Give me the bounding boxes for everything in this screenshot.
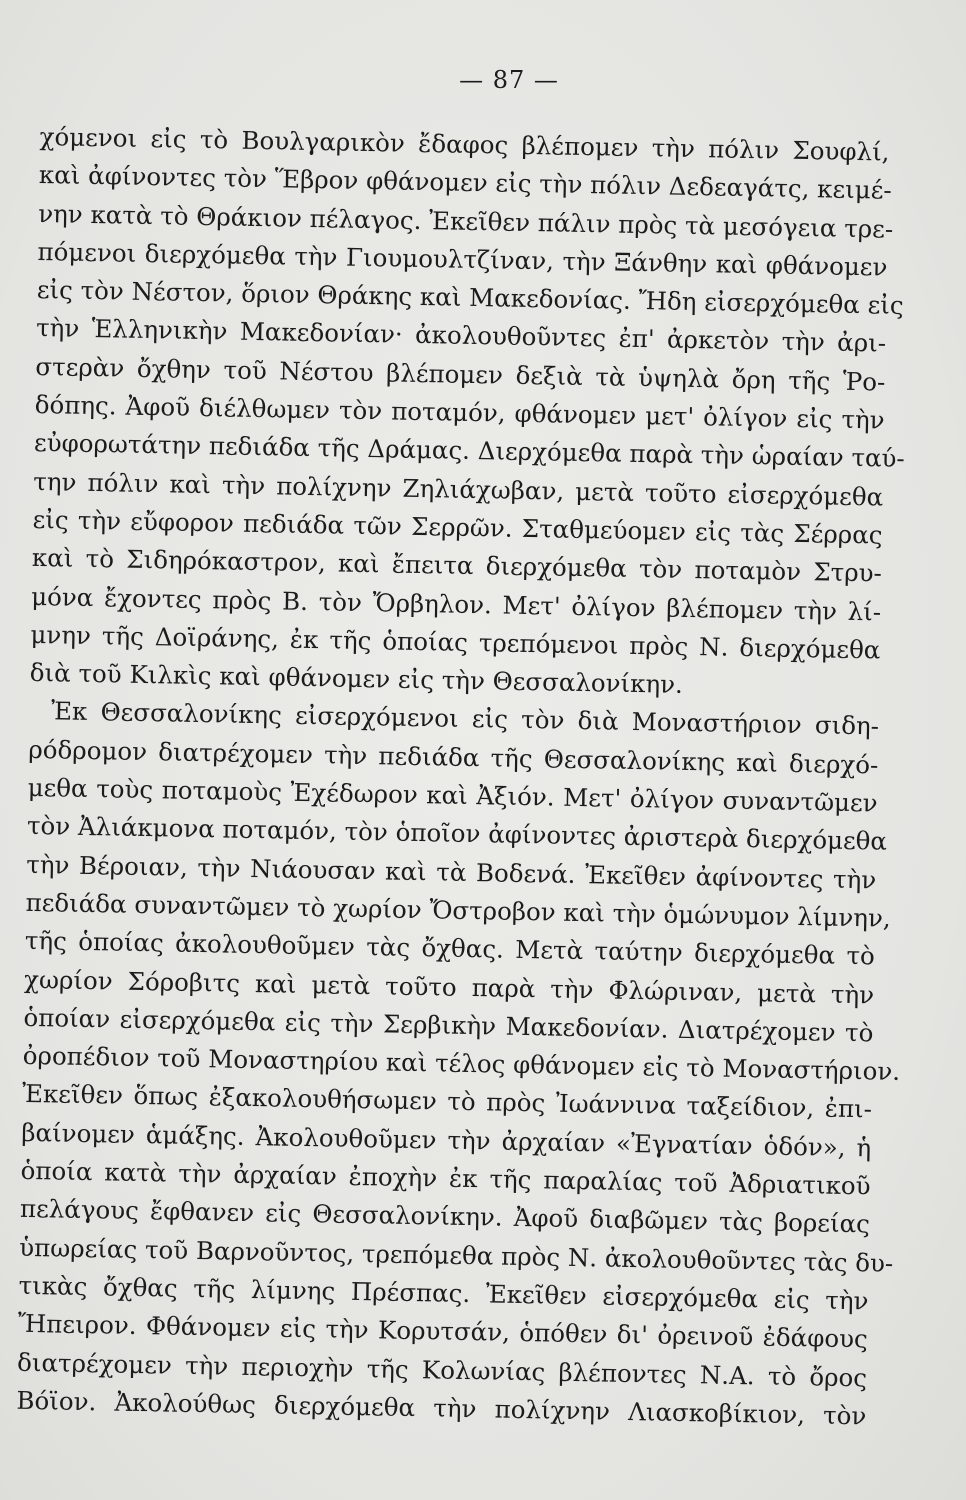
text-line: Βόϊον. Ἀκολούθως διερχόμεθα τὴν πολίχνην Λιασκοβίκιον, τὸν bbox=[16, 1385, 867, 1431]
text-line: Ἤπειρον. Φθάνομεν εἰς τὴν Κορυτσάν, ὁπόθεν δι' ὀρεινοῦ ἐδάφους bbox=[17, 1309, 869, 1354]
text-line: Ἐκεῖθεν ὅπως ἐξακολουθήσωμεν τὸ πρὸς Ἰωάννινα ταξείδιον, ἐπι- bbox=[21, 1079, 873, 1124]
text-line: ὁποίαν εἰσερχόμεθα εἰς τὴν Σερβικὴν Μακεδονίαν. Διατρέχομεν τὸ bbox=[23, 1002, 874, 1048]
body-text bbox=[16, 118, 905, 1435]
text-line: τὴν Ἑλληνικὴν Μακεδονίαν· ἀκολουθοῦντες ἐπ' ἀρκετὸν τὴν ἀρι- bbox=[35, 313, 887, 359]
text-line: μόνα ἔχοντες πρὸς Β. τὸν Ὄρβηλον. Μετ' ὀλίγον βλέπομεν τὴν λί- bbox=[30, 581, 882, 627]
text-line: πεδιάδα συναντῶμεν τὸ χωρίον Ὄστροβον καὶ τὴν ὁμώνυμον λίμνην, bbox=[25, 887, 891, 933]
page-number: — 87 — bbox=[459, 66, 559, 94]
text-line: ρόδρομον διατρέχομεν τὴν πεδιάδα τῆς Θεσσαλονίκης καὶ διερχό- bbox=[28, 734, 879, 780]
text-line: καὶ ἀφίνοντες τὸν Ἕβρον φθάνομεν εἰς τὴν πόλιν Δεδεαγάτς, κειμέ- bbox=[38, 160, 892, 205]
text-line: εὐφορωτάτην πεδιάδα τῆς Δράμας. Διερχόμεθα παρὰ τὴν ὡραίαν ταύ- bbox=[33, 428, 905, 474]
text-line: χόμενοι εἰς τὸ Βουλγαρικὸν ἔδαφος βλέπομεν τὴν πόλιν Σουφλί, bbox=[39, 121, 890, 167]
text-line: πόμενοι διερχόμεθα τὴν Γιουμουλτζίναν, τὴν Ξάνθην καὶ φθάνομεν bbox=[37, 236, 888, 282]
text-line: τὸν Ἀλιάκμονα ποταμόν, τὸν ὁποῖον ἀφίνοντες ἀριστερὰ διερχόμεθα bbox=[26, 811, 888, 856]
text-line: εἰς τὸν Νέστον, ὅριον Θράκης καὶ Μακεδονίας. Ἤδη εἰσερχόμεθα εἰς bbox=[36, 275, 904, 321]
text-line: ὑπωρείας τοῦ Βαρνοῦντος, τρεπόμεθα πρὸς Ν. ἀκολουθοῦντες τὰς δυ- bbox=[19, 1232, 894, 1278]
text-line: μνην τῆς Δοϊράνης, ἐκ τῆς ὁποίας τρεπόμενοι πρὸς Ν. διερχόμεθα bbox=[30, 619, 881, 665]
text-line: καὶ τὸ Σιδηρόκαστρον, καὶ ἔπειτα διερχόμεθα τὸν ποταμὸν Στρυ- bbox=[31, 543, 883, 588]
text-line: νην κατὰ τὸ Θράκιον πέλαγος. Ἐκεῖθεν πάλιν πρὸς τὰ μεσόγεια τρε- bbox=[37, 198, 894, 244]
text-line: τῆς ὁποίας ἀκολουθοῦμεν τὰς ὄχθας. Μετὰ ταύτην διερχόμεθα τὸ bbox=[24, 926, 876, 971]
text-line: πελάγους ἔφθανεν εἰς Θεσσαλονίκην. Ἀφοῦ διαβῶμεν τὰς βορείας bbox=[19, 1194, 871, 1239]
text-line: ὀροπέδιον τοῦ Μοναστηρίου καὶ τέλος φθάνομεν εἰς τὸ Μοναστήριον. bbox=[22, 1040, 901, 1087]
text-line: εἰς τὴν εὔφορον πεδιάδα τῶν Σερρῶν. Σταθμεύομεν εἰς τὰς Σέρρας bbox=[32, 504, 883, 550]
text-line: βαίνομεν ἁμάξης. Ἀκολουθοῦμεν τὴν ἀρχαίαν «Ἐγνατίαν ὁδόν», ἡ bbox=[21, 1117, 872, 1163]
text-line-paragraph-end: διὰ τοῦ Κιλκὶς καὶ φθάνομεν εἰς τὴν Θεσσαλονίκην. bbox=[29, 658, 684, 700]
text-line: την πόλιν καὶ τὴν πολίχνην Ζηλιάχωβαν, μετὰ τοῦτο εἰσερχόμεθα bbox=[33, 466, 884, 512]
text-line: τὴν Βέροιαν, τὴν Νιάουσαν καὶ τὰ Βοδενά. Ἐκεῖθεν ἀφίνοντες τὴν bbox=[26, 849, 877, 895]
text-line-paragraph-start: Ἐκ Θεσσαλονίκης εἰσερχόμενοι εἰς τὸν διὰ Μοναστήριον σιδη- bbox=[50, 696, 880, 741]
text-line: στερὰν ὄχθην τοῦ Νέστου βλέπομεν δεξιὰ τὰ ὑψηλὰ ὄρη τῆς Ῥο- bbox=[35, 351, 886, 397]
text-line: διατρέχομεν τὴν περιοχὴν τῆς Κολωνίας βλέποντες Ν.Α. τὸ ὄρος bbox=[16, 1347, 868, 1392]
text-line: δόπης. Ἀφοῦ διέλθωμεν τὸν ποταμόν, φθάνομεν μετ' ὀλίγον εἰς τὴν bbox=[34, 390, 885, 435]
text-line: μεθα τοὺς ποταμοὺς Ἐχέδωρον καὶ Ἀξιόν. Μετ' ὀλίγον συναντῶμεν bbox=[27, 772, 878, 818]
text-line: τικὰς ὄχθας τῆς λίμνης Πρέσπας. Ἐκεῖθεν εἰσερχόμεθα εἰς τὴν bbox=[18, 1270, 869, 1316]
text-line: χωρίον Σόροβιτς καὶ μετὰ τοῦτο παρὰ τὴν Φλώριναν, μετὰ τὴν bbox=[23, 964, 875, 1009]
text-line: ὁποία κατὰ τὴν ἀρχαίαν ἐποχὴν ἐκ τῆς παραλίας τοῦ Ἀδριατικοῦ bbox=[20, 1155, 871, 1201]
